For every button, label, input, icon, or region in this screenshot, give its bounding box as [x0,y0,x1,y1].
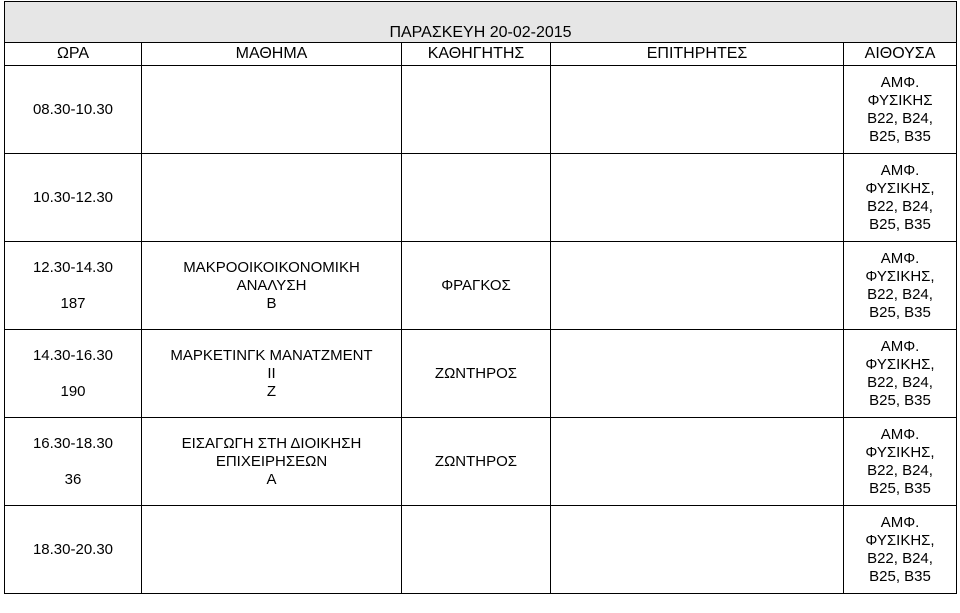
professor-cell [402,154,551,242]
time-cell: 08.30-10.30 [5,66,142,154]
course-code: 36 [64,470,82,488]
schedule-date-title: ΠΑΡΑΣΚΕΥΗ 20-02-2015 [5,2,957,43]
supervisors-cell [551,330,844,418]
room-cell: ΑΜΦ. ΦΥΣΙΚΗΣ, Β22, Β24, Β25, Β35 [844,242,957,330]
time-cell: 10.30-12.30 [5,154,142,242]
table-row [5,506,957,594]
header-professor: ΚΑΘΗΓΗΤΗΣ [402,43,551,66]
table-row [5,418,957,506]
table-row [5,242,957,330]
supervisors-cell [551,418,844,506]
supervisors-cell [551,66,844,154]
course-cell: ΜΑΚΡΟΟΙΚΟΙΚΟΝΟΜΙΚΗ ΑΝΑΛΥΣΗ Β [142,242,402,330]
room-cell: ΑΜΦ. ΦΥΣΙΚΗΣ, Β22, Β24, Β25, Β35 [844,418,957,506]
time-cell: 12.30-14.30 187 [5,242,142,330]
course-cell [142,506,402,594]
supervisors-cell [551,242,844,330]
supervisors-cell [551,154,844,242]
room-cell: ΑΜΦ. ΦΥΣΙΚΗΣ, Β22, Β24, Β25, Β35 [844,506,957,594]
table-row [5,66,957,154]
header-supervisors: ΕΠΙΤΗΡΗΤΕΣ [551,43,844,66]
time-cell: 14.30-16.30 190 [5,330,142,418]
professor-cell [402,66,551,154]
course-cell: ΜΑΡΚΕΤΙΝΓΚ ΜΑΝΑΤΖΜΕΝΤ ΙΙ Ζ [142,330,402,418]
course-code: 190 [60,382,86,400]
header-time: ΩΡΑ [5,43,142,66]
course-code: 187 [60,294,86,312]
course-cell [142,66,402,154]
exam-schedule-table [4,1,957,594]
table-row [5,330,957,418]
header-course: ΜΑΘΗΜΑ [142,43,402,66]
table-row [5,154,957,242]
supervisors-cell [551,506,844,594]
room-cell: ΑΜΦ. ΦΥΣΙΚΗΣ Β22, Β24, Β25, Β35 [844,66,957,154]
professor-cell: ΖΩΝΤΗΡΟΣ [402,330,551,418]
time-cell: 18.30-20.30 [5,506,142,594]
course-cell [142,154,402,242]
room-cell: ΑΜΦ. ΦΥΣΙΚΗΣ, Β22, Β24, Β25, Β35 [844,154,957,242]
header-room: ΑΙΘΟΥΣΑ [844,43,957,66]
room-cell: ΑΜΦ. ΦΥΣΙΚΗΣ, Β22, Β24, Β25, Β35 [844,330,957,418]
professor-cell: ΖΩΝΤΗΡΟΣ [402,418,551,506]
professor-cell [402,506,551,594]
course-cell: ΕΙΣΑΓΩΓΗ ΣΤΗ ΔΙΟΙΚΗΣΗ ΕΠΙΧΕΙΡΗΣΕΩΝ Α [142,418,402,506]
professor-cell: ΦΡΑΓΚΟΣ [402,242,551,330]
time-cell: 16.30-18.30 36 [5,418,142,506]
